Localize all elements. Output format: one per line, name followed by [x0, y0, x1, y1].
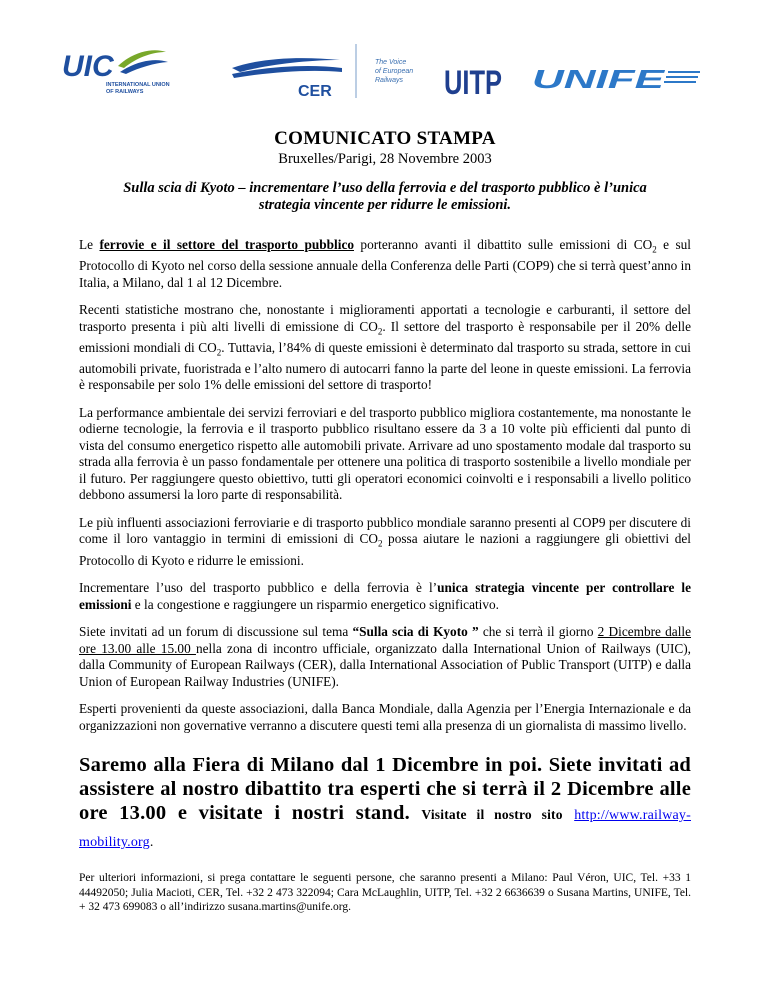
- sector-highlight: ferrovie e il settore del trasporto pubblico: [99, 237, 354, 252]
- paragraph-6: Siete invitati ad un forum di discussione sul tema “Sulla scia di Kyoto ” che si terrà il giorno 2 Dicembre dalle ore 13.00 alle 15.00 nella zona di incontro ufficiale, organizzato dalla International Union of Railways (UIC), dalla Community of European Railways (CER), dalla International Association of Public Transport (UITP) e dalla Union of European Railway Industries (UNIFE).: [79, 624, 691, 689]
- page-title: COMUNICATO STAMPA: [274, 128, 496, 149]
- cer-tagline: [375, 58, 413, 85]
- uitp-logo: [444, 52, 502, 102]
- cer-tag-line-3: Railways: [375, 77, 404, 84]
- contact-info: Per ulteriori informazioni, si prega contattare le seguenti persone, che saranno presenti a Milano: Paul Véron, UIC, Tel. +33 1 44492050; Julia Macioti, CER, Tel. +32 2 473 322094; Cara McLaughlin, UITP, Tel. +32 2 6636639 o Susana Martins, UNIFE, Tel. + 32 473 699083 o all’indirizzo susana.martins@unife.org.: [79, 872, 691, 914]
- uic-caption-2: OF RAILWAYS: [106, 89, 144, 95]
- subtitle: Sulla scia di Kyoto – incrementare l’uso della ferrovia e del trasporto pubblico è l’unica strategia vincente per ridurre le emissioni.: [123, 180, 647, 213]
- forum-title: “Sulla scia di Kyoto ”: [352, 624, 479, 640]
- paragraph-3: La performance ambientale dei servizi ferroviari e del trasporto pubblico migliora costantemente, ma nonostante le odierne tecnologie, la ferrovia e il trasporto pubblico risultano essere da 3 a 10 volte più efficienti dal punto di vista del consumo energetico rispetto alle automobili private. Arrivare ad uno spostamento modale dal trasporto su strada alla ferrovia è un passo fondamentale per ottenere una politica di trasporto sostenibile a livello mondiale per il futuro. Per raggiungere questo obiettivo, tutti gli operatori economici coinvolti e i responsabili a livello politico debbono assumersi la loro parte di responsabilità.: [79, 404, 691, 503]
- logo-bar: [60, 36, 710, 106]
- press-release: [79, 128, 691, 915]
- uic-caption-1: INTERNATIONAL UNION: [106, 82, 170, 88]
- dateline: Bruxelles/Parigi, 28 Novembre 2003: [278, 151, 492, 167]
- paragraph-2: Recenti statistiche mostrano che, nonostante i miglioramenti apportati a tecnologie e carburanti, il settore del trasporto presenta i più alti livelli di emissione di $CO_2$. Il settore del trasporto è responsabile per il 20% delle emissioni mondiali di $CO_2$. Tuttavia, l’84% di queste emissioni è determinato dal trasporto su strada, settore in cui automobili private, fuoristrada e l’alto numero di autocarri fanno la parte del leone in queste emissioni. La ferrovia è responsabile per solo 1% delle emissioni del settore di trasporto!: [79, 302, 692, 393]
- strategy-highlight: unica strategia vincente per controllare le emissioni: [79, 580, 691, 612]
- invitation-callout: Saremo alla Fiera di Milano dal 1 Dicembre in poi. Siete invitati ad assistere al nostro dibattito tra esperti che si terrà il 2 Dicembre alle ore 13.00 e visitate i nostri stand. Visitate il nostro sito http://www.railway-mobility.org.: [79, 754, 691, 851]
- cer-mark: CER: [298, 83, 332, 100]
- unife-logo: [530, 64, 702, 92]
- uic-logo: [60, 44, 170, 96]
- cer-tag-line-1: The Voice: [375, 59, 407, 66]
- website-link[interactable]: http://www.railway-mobility.org: [79, 808, 691, 851]
- paragraph-1: Le ferrovie e il settore del trasporto pubblico porteranno avanti il dibattito sulle emissioni di $CO_2$ e sul Protocollo di Kyoto nel corso della sessione annuale della Conferenza delle Parti (COP9) che si terrà quest’anno in Italia, a Milano, dal 1 al 12 Dicembre.: [79, 237, 691, 290]
- paragraph-4: Le più influenti associazioni ferroviarie e di trasporto pubblico mondiale saranno presenti al COP9 per discutere di come il loro vantaggio in termini di emissioni di $CO_2$ possa aiutare le nazioni a raggiungere gli obiettivi del Protocollo di Kyoto e ridurre le emissioni.: [79, 514, 691, 568]
- cer-tag-line-2: of European: [375, 68, 414, 75]
- uitp-mark: UITP: [444, 64, 502, 102]
- uic-mark: UIC: [62, 50, 114, 83]
- paragraph-7: Esperti provenienti da queste associazioni, dalla Banca Mondiale, dalla Agenzia per l’Energia Internazionale e da organizzazioni non governative verranno a discutere questi temi alla presenza di un giornalista di massimo livello.: [79, 701, 691, 733]
- cer-logo: [230, 44, 370, 98]
- unife-mark: UNIFE: [532, 64, 666, 94]
- forum-date: 2 Dicembre dalle ore 13.00 alle 15.00: [79, 624, 691, 656]
- paragraph-5: Incrementare l’uso del trasporto pubblico e della ferrovia è l’unica strategia vincente per controllare le emissioni e la congestione e raggiungere un risparmio energetico significativo.: [79, 580, 691, 612]
